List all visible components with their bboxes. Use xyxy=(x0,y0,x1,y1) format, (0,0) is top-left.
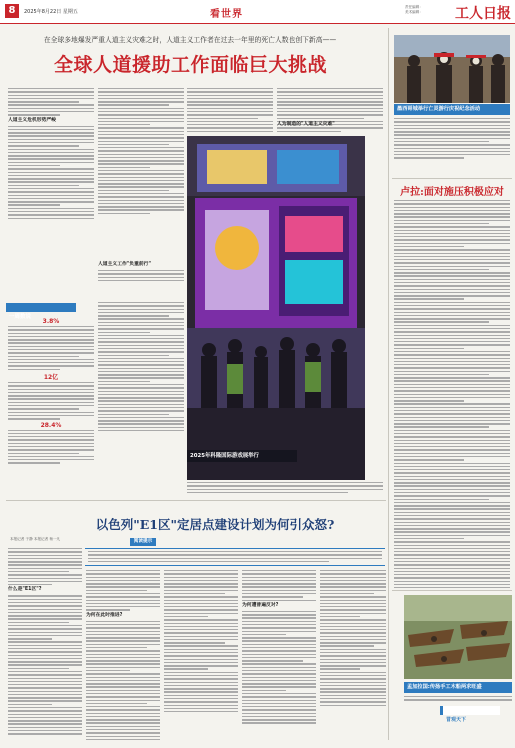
stat-value: 28.4% xyxy=(40,421,62,429)
article-headline: 全球人道援助工作面临巨大挑战 xyxy=(53,54,327,76)
commentary-body xyxy=(394,200,510,588)
lead-subhead-3-block xyxy=(277,120,383,134)
section-subhead: 什么是"E1区"? xyxy=(8,587,42,593)
designer-line: 美术编辑： xyxy=(405,10,423,14)
second-article-column-3 xyxy=(164,570,238,740)
second-article-byline: 本报记者 于静 本报记者 杨一凡 xyxy=(10,537,61,541)
page-number: 8 xyxy=(5,4,19,18)
section-subhead: 人为制造的"人道主义灾难" xyxy=(277,122,335,127)
second-article-headline: 以色列"E1区"定居点建设计划为何引众怒? xyxy=(95,517,335,532)
article-column-3 xyxy=(187,88,273,134)
photo-caption-right-1: 墨西哥城举行亡灵游行庆祝纪念活动 xyxy=(394,104,510,115)
section-subhead: 为何遭普遍反对? xyxy=(242,602,279,608)
second-article-column-5 xyxy=(320,570,386,740)
reading-tip-label: 阅读提示 xyxy=(130,538,156,546)
weekly-numbers-column xyxy=(8,316,94,498)
issue-date: 2025年8月22日 星期五 xyxy=(24,9,78,15)
second-article-column-2 xyxy=(86,570,160,740)
page-header xyxy=(0,0,515,24)
day-of-dead-photo xyxy=(394,35,510,103)
article-kicker: 在全球多地爆发严重人道主义灾难之时，人道主义工作者在过去一年里的死亡人数也创下新高—— xyxy=(43,36,337,44)
newspaper-logo: 工人日报 xyxy=(455,6,511,22)
right-photo-description xyxy=(394,118,510,176)
section-subhead: 人道主义工作"负重前行" xyxy=(98,262,151,267)
commentary-title: 卢拉:面对施压积极应对 xyxy=(400,187,504,198)
game-expo-photo xyxy=(187,136,365,480)
editor-line: 责任编辑： xyxy=(405,5,423,9)
stat-value: 12亿 xyxy=(43,374,59,382)
more-news-label: 冒观天下 xyxy=(446,717,467,723)
right-photo2-description xyxy=(404,696,512,704)
article-column-1 xyxy=(8,88,94,300)
photo-description xyxy=(187,482,383,498)
weekly-numbers-label: 一周数说 xyxy=(9,314,32,320)
second-article-column-1 xyxy=(8,548,82,740)
section-title: 看世界 xyxy=(210,9,243,20)
reading-tip-box xyxy=(85,548,385,566)
weekly-numbers-banner xyxy=(6,303,76,320)
more-news-banner xyxy=(440,706,500,723)
game-expo-illustration xyxy=(187,136,365,480)
article-column-2b xyxy=(98,302,184,498)
parade-illustration xyxy=(394,35,510,103)
boat-workshop-illustration xyxy=(404,595,512,679)
section-subhead: 人道主义危机形势严峻 xyxy=(8,117,56,123)
editor-credits xyxy=(405,5,423,15)
photo-caption-right-2: 孟加拉国:传扬手工木船两求旺盛 xyxy=(404,682,512,693)
stat-value: 3.8% xyxy=(42,318,60,325)
lead-column-edge xyxy=(368,136,386,448)
photo-caption: 2025年科隆国际游戏展举行 xyxy=(190,453,259,459)
second-article-column-4 xyxy=(242,570,316,740)
lead-subhead-block xyxy=(98,260,184,300)
section-subhead: 为何在此时推进? xyxy=(86,612,123,618)
wooden-boat-photo xyxy=(404,595,512,679)
